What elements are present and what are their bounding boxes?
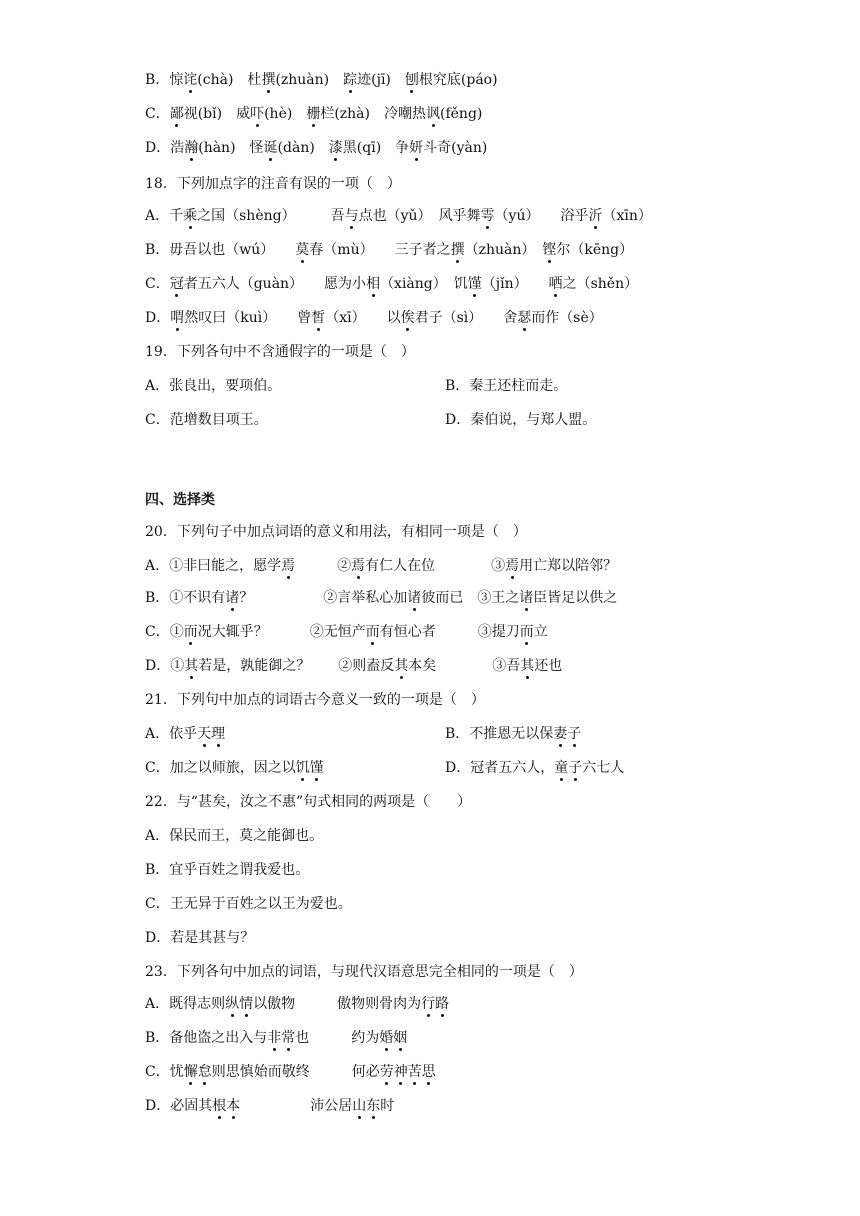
text-segment: （jǐn） <box>481 276 549 292</box>
text-segment: C． <box>145 106 170 122</box>
dotted-char: 其 <box>520 658 535 674</box>
section-heading: 四、选择类 <box>145 492 215 508</box>
text-line <box>145 174 401 194</box>
text-segment: 之国（shèng） 吾 <box>197 208 345 224</box>
dotted-char: 而 <box>519 624 534 640</box>
dotted-char: 童 <box>554 760 569 776</box>
text-segment: A．保民而王，莫之能御也。 <box>145 828 324 844</box>
dotted-char: 非 <box>267 1030 282 1046</box>
text-segment: (dàn) <box>277 140 329 156</box>
text-segment: 本矣 ③吾 <box>408 658 521 674</box>
dotted-char: 撰 <box>261 72 276 88</box>
dotted-char: 漆 <box>328 140 343 156</box>
text-line <box>145 376 281 396</box>
text-segment: 况大辄乎？ ②无恒产 <box>197 624 366 640</box>
text-segment: 六七人 <box>582 760 625 776</box>
dotted-char: 诞 <box>263 140 278 156</box>
text-line <box>445 410 596 430</box>
dotted-char: 栅 <box>306 106 321 122</box>
dotted-char: 踪 <box>343 72 358 88</box>
text-line <box>145 240 633 260</box>
dotted-char: 根 <box>212 1098 227 1114</box>
text-line <box>145 104 482 124</box>
text-segment: B．备他盗之出入与 <box>145 1030 268 1046</box>
text-segment: B．①不识有 <box>145 590 226 606</box>
text-segment: D．秦伯说，与郑人盟。 <box>445 412 597 428</box>
dotted-char: 乘 <box>183 208 198 224</box>
dotted-char: 劳 <box>379 1064 394 1080</box>
dotted-char: 懈 <box>183 1064 198 1080</box>
dotted-char: 路 <box>435 996 450 1012</box>
text-segment: B．宜乎百姓之谓我爱也。 <box>145 862 310 878</box>
text-segment: 沛公居 <box>240 1098 353 1114</box>
dotted-char: 哂 <box>548 276 563 292</box>
text-line <box>145 70 498 90</box>
dotted-char: 其 <box>184 658 199 674</box>
text-segment: C．加之以师旅，因之以 <box>145 760 296 776</box>
text-line <box>145 962 583 982</box>
dotted-char: 瑟 <box>517 310 532 326</box>
text-segment: 18．下列加点字的注音有误的一项（ ） <box>145 176 401 192</box>
dotted-char: 俟 <box>400 310 415 326</box>
dotted-char: 本 <box>226 1098 241 1114</box>
dotted-char: 焉 <box>281 558 296 574</box>
text-line <box>145 588 617 608</box>
dotted-char: 沂 <box>588 208 603 224</box>
text-line <box>145 410 268 430</box>
dotted-char: 常 <box>281 1030 296 1046</box>
text-segment: D．① <box>145 658 185 674</box>
text-segment: A．既得志则 <box>145 996 226 1012</box>
text-line <box>145 206 652 226</box>
text-line <box>145 826 323 846</box>
text-segment: （yú） 浴乎 <box>494 208 589 224</box>
dotted-char: 焉 <box>351 558 366 574</box>
dotted-char: 铿 <box>542 242 557 258</box>
dotted-char: 行 <box>421 996 436 1012</box>
text-segment: D．必固其 <box>145 1098 213 1114</box>
text-line <box>145 758 324 778</box>
text-segment: 21．下列句中加点的词语古今意义一致的一项是（ ） <box>145 692 485 708</box>
text-segment: (hàn) 怪 <box>198 140 264 156</box>
text-line <box>145 1028 407 1048</box>
dotted-char: 诧 <box>183 72 198 88</box>
text-segment: 尔（kēng） <box>556 242 634 258</box>
dotted-char: 子 <box>567 726 582 742</box>
text-segment: 根究底(páo) <box>418 72 498 88</box>
text-segment: 20．下列句子中加点词语的意义和用法，有相同一项是（ ） <box>145 524 527 540</box>
text-segment: A．张良出，要项伯。 <box>145 378 282 394</box>
dotted-char: 馑 <box>309 760 324 776</box>
text-segment: B．毋吾以也（wú） <box>145 242 296 258</box>
dotted-char: 婚 <box>379 1030 394 1046</box>
text-segment: 若是，孰能御之？ ②则盍反 <box>198 658 395 674</box>
text-segment: 迹(jī) <box>357 72 405 88</box>
dotted-char: 怠 <box>197 1064 212 1080</box>
dotted-char: 思 <box>421 1064 436 1080</box>
dotted-char: 情 <box>239 996 254 1012</box>
text-segment: 有恒心者 ③提刀 <box>379 624 520 640</box>
text-segment: 23．下列各句中加点的词语，与现代汉语意思完全相同的一项是（ ） <box>145 964 583 980</box>
text-line <box>145 656 562 676</box>
text-segment: （xī） 以 <box>325 310 401 326</box>
text-line <box>145 138 487 158</box>
text-segment: (fěng) <box>440 106 483 122</box>
dotted-char: 纵 <box>225 996 240 1012</box>
text-line <box>145 556 617 576</box>
text-segment: B．惊 <box>145 72 184 88</box>
dotted-char: 神 <box>393 1064 408 1080</box>
dotted-char: 诸 <box>519 590 534 606</box>
dotted-char: 讽 <box>426 106 440 122</box>
text-segment: D．冠者五六人， <box>445 760 555 776</box>
text-segment: 还也 <box>534 658 563 674</box>
text-line <box>145 622 548 642</box>
text-segment: （zhuàn） <box>464 242 543 258</box>
dotted-char: 焉 <box>505 558 520 574</box>
dotted-char: 山 <box>352 1098 367 1114</box>
text-segment: D． <box>145 310 171 326</box>
text-segment: D．浩 <box>145 140 185 156</box>
text-line <box>145 994 449 1014</box>
text-segment: 点也（yǔ） 风乎舞 <box>358 208 481 224</box>
text-segment: C．范增数目项王。 <box>145 412 268 428</box>
text-line <box>145 1062 436 1082</box>
text-segment: D．若是其甚与？ <box>145 930 255 946</box>
text-segment: (hè) <box>264 106 307 122</box>
text-segment: 君子（sì） 舍 <box>414 310 518 326</box>
text-segment: A．依乎 <box>145 726 198 742</box>
text-segment: C． <box>145 276 170 292</box>
text-segment: A．①非曰能之，愿学 <box>145 558 282 574</box>
text-line <box>145 928 254 948</box>
text-segment: 栏(zhà) 冷嘲热 <box>320 106 426 122</box>
dotted-char: 鄙 <box>169 106 184 122</box>
text-segment: 视(bǐ) 威 <box>183 106 251 122</box>
text-segment: 然叹曰（kuì） 曾 <box>184 310 312 326</box>
text-line <box>145 342 415 362</box>
text-segment: 以傲物 傲物则骨肉为 <box>253 996 422 1012</box>
text-segment: （xiàng） 饥 <box>380 276 468 292</box>
dotted-char: 天 <box>197 726 212 742</box>
text-line <box>145 894 352 914</box>
text-segment: 者五六人（guàn） 愿为小 <box>183 276 367 292</box>
text-segment: 19．下列各句中不含通假字的一项是（ ） <box>145 344 415 360</box>
dotted-char: 诸 <box>407 590 422 606</box>
text-segment: B．不推恩无以保 <box>445 726 554 742</box>
dotted-char: 与 <box>344 208 359 224</box>
text-segment: （xīn） <box>602 208 652 224</box>
text-line <box>445 758 624 778</box>
text-segment: ？ ②言举私心加 <box>239 590 408 606</box>
dotted-char: 馑 <box>467 276 482 292</box>
text-segment: (zhuàn) <box>275 72 344 88</box>
dotted-char: 饥 <box>295 760 310 776</box>
text-segment: 臣皆足以供之 <box>533 590 618 606</box>
dotted-char: 莫 <box>295 242 310 258</box>
text-segment: 22．与“甚矣，汝之不惠”句式相同的两项是（ ） <box>145 794 472 810</box>
dotted-char: 其 <box>394 658 409 674</box>
dotted-char: 刨 <box>404 72 419 88</box>
text-segment: C．忧 <box>145 1064 184 1080</box>
text-line <box>145 690 485 710</box>
text-segment: C．王无异于百姓之以王为爱也。 <box>145 896 352 912</box>
dotted-char: 子 <box>568 760 583 776</box>
text-line <box>145 522 527 542</box>
text-line <box>145 1096 394 1116</box>
dotted-char: 撰 <box>450 242 465 258</box>
text-line <box>145 274 638 294</box>
dotted-char: 理 <box>211 726 226 742</box>
text-segment: 用亡郑以陪邻？ <box>519 558 618 574</box>
dotted-char: 喟 <box>170 310 185 326</box>
dotted-char: 苦 <box>407 1064 422 1080</box>
text-line <box>445 724 581 744</box>
text-segment: 斗奇(yàn) <box>423 140 488 156</box>
dotted-char: 瀚 <box>184 140 199 156</box>
text-line <box>445 376 567 396</box>
dotted-char: 吓 <box>250 106 265 122</box>
text-segment: 也 约为 <box>295 1030 380 1046</box>
text-segment: ② <box>295 558 352 574</box>
text-line <box>145 724 225 744</box>
text-segment: B．秦王还柱而走。 <box>445 378 568 394</box>
dotted-char: 而 <box>365 624 380 640</box>
text-segment: 则思慎始而敬终 何必 <box>211 1064 380 1080</box>
text-segment: A．千 <box>145 208 184 224</box>
text-line <box>145 308 603 328</box>
text-segment: (chà) 杜 <box>197 72 262 88</box>
dotted-char: 妍 <box>409 140 424 156</box>
text-segment: 春（mù） 三子者之 <box>309 242 451 258</box>
text-line <box>145 860 309 880</box>
dotted-char: 皙 <box>311 310 326 326</box>
dotted-char: 冠 <box>169 276 184 292</box>
dotted-char: 相 <box>366 276 381 292</box>
dotted-char: 东 <box>366 1098 381 1114</box>
text-segment: 而作（sè） <box>531 310 603 326</box>
dotted-char: 而 <box>183 624 198 640</box>
text-segment: C．① <box>145 624 184 640</box>
text-line <box>145 792 471 812</box>
dotted-char: 诸 <box>225 590 240 606</box>
text-segment: 彼而已 ③王之 <box>421 590 520 606</box>
text-segment: 之（shěn） <box>562 276 639 292</box>
text-segment: 黑(qī) 争 <box>342 140 410 156</box>
text-segment: 有仁人在位 ③ <box>365 558 506 574</box>
text-segment: 时 <box>380 1098 395 1114</box>
text-segment: 立 <box>533 624 548 640</box>
dotted-char: 姻 <box>393 1030 408 1046</box>
dotted-char: 妻 <box>553 726 568 742</box>
dotted-char: 雩 <box>480 208 495 224</box>
